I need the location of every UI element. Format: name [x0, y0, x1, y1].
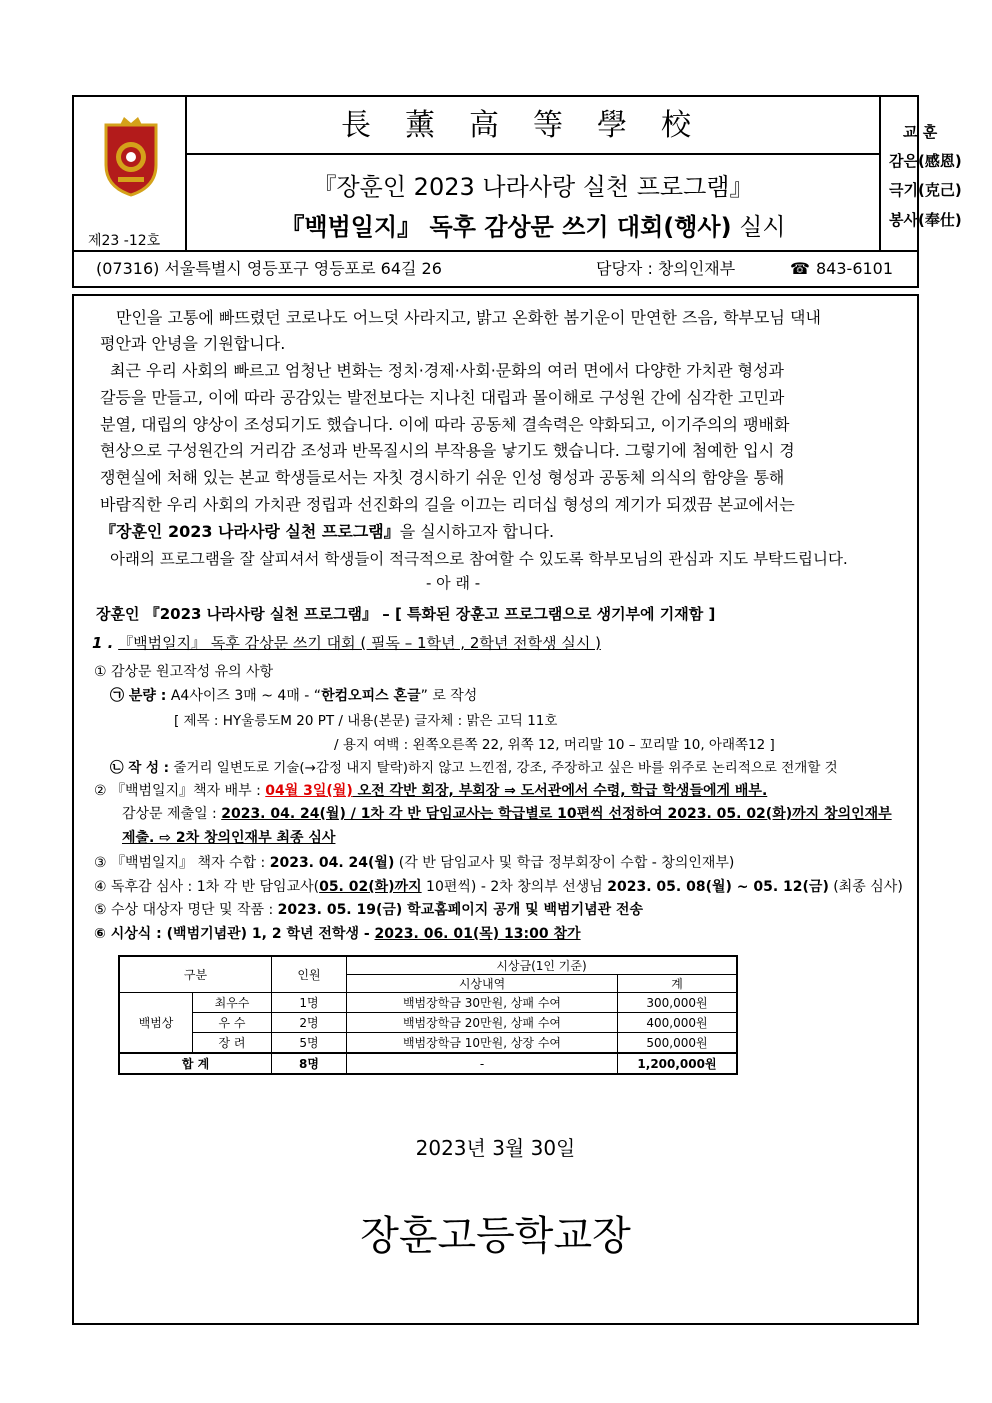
table-cell: 1명	[272, 993, 347, 1013]
table-cell: 300,000원	[618, 993, 738, 1013]
letter-date: 2023년 3월 30일	[415, 1136, 576, 1160]
school-name: 長薰高等學校	[187, 97, 879, 155]
sub-text: ④ 독후감 심사 : 1차 각 반 담임교사(	[94, 879, 320, 895]
phone-icon: ☎	[790, 259, 810, 278]
sub-item	[94, 899, 643, 919]
table-cell: 5명	[272, 1033, 347, 1054]
table-cell: 백범장학금 10만원, 상장 수여	[347, 1033, 618, 1054]
sub-item	[94, 780, 767, 800]
sub-text: ② 『백범일지』책자 배부 :	[94, 783, 266, 799]
sub-text: ③ 『백범일지』 책자 수합 :	[94, 855, 270, 871]
intro-line: 최근 우리 사회의 빠르고 엄청난 변화는 정치·경제·사회·문화의 여러 면에서 다양한 가치관 형성과	[110, 361, 784, 380]
table-row	[119, 993, 737, 1013]
intro-line: 갈등을 만들고, 이에 따라 공감있는 발전보다는 지나친 대립과 몰이해로 구성원 간에 심각한 고민과	[100, 388, 785, 407]
sub-item: 제출. ⇨ 2차 창의인재부 최종 심사	[122, 830, 336, 846]
sub-text: 줄거리 일변도로 기술(→감정 내지 탈락)하지 않고 느낀점, 강조, 주장하고 싶은 바를 위주로 논리적으로 전개할 것	[169, 760, 838, 776]
sub-item	[110, 756, 838, 776]
table-cell: 500,000원	[618, 1033, 738, 1054]
sub-item	[94, 876, 903, 896]
letter-body	[72, 294, 919, 1325]
sub-label: ㉠ 분량 :	[110, 688, 167, 704]
ceremony-date: 2023. 06. 01(목) 13:00 참가	[374, 926, 581, 942]
table-header: 시상금(1인 기준)	[347, 956, 738, 975]
intro-line: 만인을 고통에 빠뜨렸던 코로나도 어느덧 사라지고, 밝고 온화한 봄기운이 만연한 즈음, 학부모님 댁내	[116, 308, 821, 327]
item-1	[92, 632, 601, 653]
sub-item	[122, 803, 892, 823]
sub-text: ” 로 작성	[420, 688, 478, 704]
sub-text: 감상문 제출일 :	[122, 806, 222, 822]
motto-item: 봉사(奉仕)	[889, 211, 962, 229]
table-cell: 우 수	[193, 1013, 272, 1033]
intro-line: 쟁현실에 처해 있는 본교 학생들로서는 자칫 경시하기 쉬운 인성 형성과 공동체 의식의 함양을 통해	[100, 468, 785, 487]
item-1-title: 『백범일지』 독후 감상문 쓰기 대회 ( 필독 – 1학년 , 2학년 전학생 실시 )	[118, 634, 601, 652]
sub-text: 10편씩) - 2차 창의부 선생님	[421, 879, 608, 895]
sub-bold: 2023. 04. 24(월) / 1차 각 반 담임교사는 학급별로 10편씩 선정하여 2023. 05. 02(화)까지 창의인재부	[221, 806, 892, 822]
table-cell: 장 려	[193, 1033, 272, 1054]
table-cell: 8명	[272, 1053, 347, 1074]
document-number: 제23 -12호	[88, 233, 161, 249]
sub-underline: 05. 02(화)까지	[319, 879, 422, 895]
table-header: 구분	[119, 956, 272, 993]
sub-item: ① 감상문 원고작성 유의 사항	[94, 664, 274, 680]
school-emblem-icon	[100, 115, 162, 197]
event-title	[187, 207, 879, 242]
sub-item	[94, 852, 734, 872]
title-block	[187, 97, 881, 250]
table-cell: 합 계	[119, 1053, 272, 1074]
distribution-date: 04월 3일(월)	[265, 783, 353, 799]
sub-bold: 2023. 05. 08(월) ~ 05. 12(금)	[607, 879, 829, 895]
table-header: 인원	[272, 956, 347, 993]
sub-text: ⑥ 시상식 : (백범기념관) 1, 2 학년 전학생 -	[94, 926, 375, 942]
intro-request: 아래의 프로그램을 잘 살피셔서 학생들이 적극적으로 참여할 수 있도록 학부모님의 관심과 지도 부탁드립니다.	[110, 550, 848, 568]
sub-item	[94, 923, 581, 943]
intro-line: 바람직한 우리 사회의 가치관 정립과 선진화의 길을 이끄는 리더십 형성의 계기가 되겠끔 본교에서는	[100, 495, 795, 514]
program-title: 『장훈인 2023 나라사랑 실천 프로그램』	[312, 173, 754, 201]
table-header: 시상내역	[347, 975, 618, 993]
program-heading: 장훈인 『2023 나라사랑 실천 프로그램』 – [ 특화된 장훈고 프로그램으로 생기부에 기재함 ]	[96, 605, 716, 623]
sub-text: ⑤ 수상 대상자 명단 및 작품 :	[94, 902, 278, 918]
format-line: [ 제목 : HY울릉도M 20 PT / 내용(본문) 글자체 : 맑은 고딕 11호	[174, 713, 558, 729]
address-bar	[74, 250, 917, 288]
table-header: 계	[618, 975, 738, 993]
sub-text: (각 반 담임교사 및 학급 정부회장이 수합 - 창의인재부)	[394, 855, 735, 871]
sub-bold: 2023. 04. 24(월)	[269, 855, 395, 871]
table-cell: 400,000원	[618, 1013, 738, 1033]
school-address: (07316) 서울특별시 영등포구 영등포로 64길 26	[96, 259, 442, 278]
phone-number: 843-6101	[816, 259, 894, 278]
table-cell: 2명	[272, 1013, 347, 1033]
program-name-bold: 『장훈인 2023 나라사랑 실천 프로그램』	[100, 522, 400, 541]
prize-table	[118, 955, 738, 1075]
intro-line	[100, 519, 554, 542]
table-row	[119, 1013, 737, 1033]
event-title-rest: 실시	[731, 213, 786, 241]
table-cell: 1,200,000원	[618, 1053, 738, 1074]
motto-item: 감은(感恩)	[889, 152, 962, 170]
sub-label: ㉡ 작 성 :	[110, 760, 170, 776]
table-cell: 백범상	[119, 993, 193, 1054]
sub-text: A4사이즈 3매 ~ 4매 - “	[166, 688, 322, 704]
motto-label: 교 훈	[903, 123, 938, 141]
table-row-total	[119, 1053, 737, 1074]
table-cell: -	[347, 1053, 618, 1074]
event-title-bold: 『백범일지』 독후 감상문 쓰기 대회(행사)	[280, 213, 732, 241]
below-marker: - 아 래 -	[426, 574, 481, 592]
table-cell: 백범장학금 30만원, 상패 수여	[347, 993, 618, 1013]
motto-item: 극기(克己)	[889, 181, 962, 199]
contact-person: 담당자 : 창의인재부	[596, 259, 736, 278]
intro-line: 평안과 안녕을 기원합니다.	[100, 334, 286, 353]
format-line: / 용지 여백 : 왼쪽오른쪽 22, 위쪽 12, 머리말 10 – 꼬리말 10, 아래쪽12 ]	[334, 737, 775, 753]
sub-bold: 2023. 05. 19(금) 학교홈페이지 공개 및 백범기념관 전송	[277, 902, 644, 918]
principal-signature: 장훈고등학교장	[360, 1213, 631, 1259]
table-cell: 최우수	[193, 993, 272, 1013]
sub-bold: 한컴오피스 혼글	[321, 688, 421, 704]
intro-line: 분열, 대립의 양상이 조성되기도 했습니다. 이에 따라 공동체 결속력은 약화되고, 이기주의의 팽배화	[100, 415, 790, 434]
sub-item	[110, 685, 477, 705]
letter-header	[72, 95, 962, 288]
intro-line: 현상으로 구성원간의 거리감 조성과 반목질시의 부작용을 낳기도 했습니다. 그렇기에 첨예한 입시 경	[100, 441, 795, 460]
table-row	[119, 1033, 737, 1054]
sub-bold: 오전 각반 회장, 부회장 ⇒ 도서관에서 수령, 학급 학생들에게 배부.	[352, 783, 768, 799]
table-cell: 백범장학금 20만원, 상패 수여	[347, 1013, 618, 1033]
intro-line-rest: 을 실시하고자 합니다.	[399, 522, 555, 541]
school-emblem-cell	[74, 97, 187, 250]
item-1-number: 1 .	[92, 634, 114, 652]
sub-text: (최종 심사)	[828, 879, 903, 895]
school-motto	[881, 97, 962, 250]
